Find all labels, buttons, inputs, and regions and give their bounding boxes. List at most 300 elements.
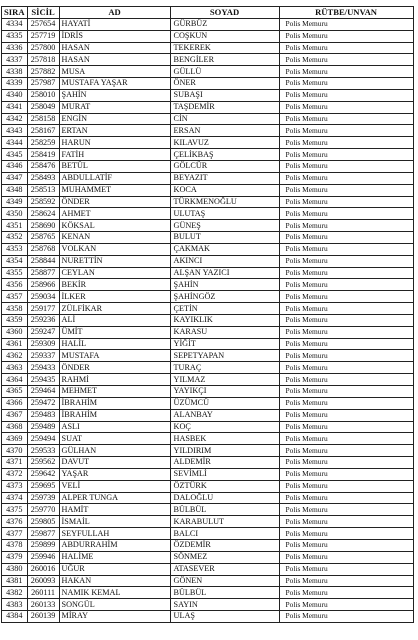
- cell-rutbe-unvan: Polis Memuru: [279, 362, 413, 374]
- table-row: [2, 528, 414, 540]
- cell-rutbe-unvan: Polis Memuru: [279, 468, 413, 480]
- cell-ad: İSMAİL: [59, 516, 170, 528]
- cell-rutbe-unvan: Polis Memuru: [279, 326, 413, 338]
- cell-ad: HARUN: [59, 137, 170, 149]
- cell-rutbe-unvan: Polis Memuru: [279, 42, 413, 54]
- cell-rutbe-unvan: Polis Memuru: [279, 89, 413, 101]
- cell-ad: NAMIK KEMAL: [59, 587, 170, 599]
- cell-sira: 4382: [2, 587, 28, 599]
- cell-rutbe-unvan: Polis Memuru: [279, 78, 413, 90]
- cell-ad: BETÜL: [59, 160, 170, 172]
- cell-rutbe-unvan: Polis Memuru: [279, 421, 413, 433]
- cell-sicil: 257719: [27, 30, 59, 42]
- cell-ad: MUSTAFA: [59, 350, 170, 362]
- table-row: [2, 279, 414, 291]
- cell-rutbe-unvan: Polis Memuru: [279, 30, 413, 42]
- cell-sira: 4345: [2, 149, 28, 161]
- cell-ad: KÖKSAL: [59, 220, 170, 232]
- cell-sira: 4358: [2, 303, 28, 315]
- cell-rutbe-unvan: Polis Memuru: [279, 291, 413, 303]
- table-row: [2, 386, 414, 398]
- cell-sicil: 259877: [27, 528, 59, 540]
- cell-sicil: 259236: [27, 314, 59, 326]
- cell-ad: ŞAHİN: [59, 89, 170, 101]
- cell-sira: 4335: [2, 30, 28, 42]
- table-row: [2, 421, 414, 433]
- cell-ad: SUAT: [59, 433, 170, 445]
- cell-rutbe-unvan: Polis Memuru: [279, 409, 413, 421]
- cell-sira: 4344: [2, 137, 28, 149]
- cell-ad: AHMET: [59, 208, 170, 220]
- table-row: [2, 18, 414, 30]
- cell-rutbe-unvan: Polis Memuru: [279, 457, 413, 469]
- cell-sicil: 259494: [27, 433, 59, 445]
- cell-sira: 4342: [2, 113, 28, 125]
- cell-sicil: 259433: [27, 362, 59, 374]
- cell-rutbe-unvan: Polis Memuru: [279, 172, 413, 184]
- cell-sicil: 257882: [27, 66, 59, 78]
- cell-soyad: ULUTAŞ: [170, 208, 279, 220]
- cell-ad: CEYLAN: [59, 267, 170, 279]
- table-row: [2, 255, 414, 267]
- cell-sira: 4371: [2, 457, 28, 469]
- cell-rutbe-unvan: Polis Memuru: [279, 220, 413, 232]
- cell-rutbe-unvan: Polis Memuru: [279, 208, 413, 220]
- cell-ad: HAKAN: [59, 575, 170, 587]
- cell-soyad: TEKEREK: [170, 42, 279, 54]
- table-row: [2, 172, 414, 184]
- cell-rutbe-unvan: Polis Memuru: [279, 125, 413, 137]
- header-sira: SIRA: [2, 7, 28, 19]
- cell-ad: ZÜLFİKAR: [59, 303, 170, 315]
- cell-sicil: 258768: [27, 243, 59, 255]
- cell-rutbe-unvan: Polis Memuru: [279, 149, 413, 161]
- cell-soyad: ŞAHİN: [170, 279, 279, 291]
- cell-rutbe-unvan: Polis Memuru: [279, 255, 413, 267]
- cell-sira: 4355: [2, 267, 28, 279]
- table-row: [2, 113, 414, 125]
- cell-sicil: 258592: [27, 196, 59, 208]
- cell-sicil: 258158: [27, 113, 59, 125]
- cell-sira: 4346: [2, 160, 28, 172]
- cell-rutbe-unvan: Polis Memuru: [279, 504, 413, 516]
- cell-sira: 4372: [2, 468, 28, 480]
- cell-sicil: 259899: [27, 539, 59, 551]
- cell-ad: UĞUR: [59, 563, 170, 575]
- cell-sira: 4362: [2, 350, 28, 362]
- cell-rutbe-unvan: Polis Memuru: [279, 184, 413, 196]
- cell-ad: ÖNDER: [59, 362, 170, 374]
- cell-ad: VOLKAN: [59, 243, 170, 255]
- table-row: [2, 445, 414, 457]
- cell-ad: ÖNDER: [59, 196, 170, 208]
- table-row: [2, 516, 414, 528]
- cell-sicil: 258010: [27, 89, 59, 101]
- cell-ad: ALİ: [59, 314, 170, 326]
- cell-ad: YAŞAR: [59, 468, 170, 480]
- cell-sicil: 258877: [27, 267, 59, 279]
- table-row: [2, 539, 414, 551]
- cell-ad: BEKİR: [59, 279, 170, 291]
- cell-sira: 4364: [2, 374, 28, 386]
- cell-soyad: GÖNEN: [170, 575, 279, 587]
- cell-rutbe-unvan: Polis Memuru: [279, 575, 413, 587]
- cell-ad: SONGÜL: [59, 599, 170, 611]
- header-sicil: SİCİL: [27, 7, 59, 19]
- cell-sicil: 258419: [27, 149, 59, 161]
- cell-rutbe-unvan: Polis Memuru: [279, 611, 413, 623]
- cell-rutbe-unvan: Polis Memuru: [279, 243, 413, 255]
- cell-ad: İBRAHİM: [59, 397, 170, 409]
- cell-sicil: 259533: [27, 445, 59, 457]
- table-row: [2, 137, 414, 149]
- table-row: [2, 54, 414, 66]
- cell-ad: GÜLHAN: [59, 445, 170, 457]
- cell-sicil: 258690: [27, 220, 59, 232]
- table-row: [2, 196, 414, 208]
- cell-ad: VELİ: [59, 480, 170, 492]
- table-row: [2, 78, 414, 90]
- cell-sicil: 258513: [27, 184, 59, 196]
- cell-ad: FATİH: [59, 149, 170, 161]
- cell-sira: 4380: [2, 563, 28, 575]
- cell-sira: 4383: [2, 599, 28, 611]
- cell-soyad: TÜRKMENOĞLU: [170, 196, 279, 208]
- cell-sicil: 259489: [27, 421, 59, 433]
- cell-ad: HAYATİ: [59, 18, 170, 30]
- table-row: [2, 599, 414, 611]
- table-row: [2, 184, 414, 196]
- cell-rutbe-unvan: Polis Memuru: [279, 516, 413, 528]
- cell-rutbe-unvan: Polis Memuru: [279, 232, 413, 244]
- cell-sicil: 258049: [27, 101, 59, 113]
- table-row: [2, 611, 414, 623]
- table-row: [2, 232, 414, 244]
- cell-rutbe-unvan: Polis Memuru: [279, 267, 413, 279]
- cell-sira: 4349: [2, 196, 28, 208]
- cell-sira: 4354: [2, 255, 28, 267]
- cell-soyad: KILAVUZ: [170, 137, 279, 149]
- cell-sira: 4373: [2, 480, 28, 492]
- cell-sira: 4339: [2, 78, 28, 90]
- cell-soyad: TURAÇ: [170, 362, 279, 374]
- cell-soyad: ULAŞ: [170, 611, 279, 623]
- cell-rutbe-unvan: Polis Memuru: [279, 196, 413, 208]
- cell-soyad: ÇELİKBAŞ: [170, 149, 279, 161]
- cell-sicil: 259483: [27, 409, 59, 421]
- table-row: [2, 220, 414, 232]
- table-row: [2, 397, 414, 409]
- cell-sicil: 260111: [27, 587, 59, 599]
- cell-sira: 4351: [2, 220, 28, 232]
- cell-ad: NURETTİN: [59, 255, 170, 267]
- table-row: [2, 303, 414, 315]
- cell-sira: 4370: [2, 445, 28, 457]
- cell-sicil: 259562: [27, 457, 59, 469]
- cell-soyad: GÜNEŞ: [170, 220, 279, 232]
- cell-sicil: 258765: [27, 232, 59, 244]
- cell-sira: 4336: [2, 42, 28, 54]
- table-row: [2, 101, 414, 113]
- cell-soyad: TAŞDEMİR: [170, 101, 279, 113]
- cell-sicil: 258966: [27, 279, 59, 291]
- cell-sicil: 259337: [27, 350, 59, 362]
- cell-rutbe-unvan: Polis Memuru: [279, 279, 413, 291]
- header-soyad: SOYAD: [170, 7, 279, 19]
- cell-sira: 4365: [2, 386, 28, 398]
- cell-ad: MUSA: [59, 66, 170, 78]
- table-row: [2, 563, 414, 575]
- cell-ad: ÜMİT: [59, 326, 170, 338]
- cell-rutbe-unvan: Polis Memuru: [279, 551, 413, 563]
- cell-rutbe-unvan: Polis Memuru: [279, 374, 413, 386]
- cell-sicil: 257800: [27, 42, 59, 54]
- cell-rutbe-unvan: Polis Memuru: [279, 314, 413, 326]
- cell-sira: 4369: [2, 433, 28, 445]
- cell-soyad: ALŞAN YAZICI: [170, 267, 279, 279]
- cell-soyad: ÖZDEMİR: [170, 539, 279, 551]
- table-row: [2, 125, 414, 137]
- cell-ad: ERTAN: [59, 125, 170, 137]
- cell-soyad: KOÇ: [170, 421, 279, 433]
- cell-soyad: YILMAZ: [170, 374, 279, 386]
- cell-sicil: 257818: [27, 54, 59, 66]
- cell-ad: MUSTAFA YAŞAR: [59, 78, 170, 90]
- table-row: [2, 30, 414, 42]
- cell-rutbe-unvan: Polis Memuru: [279, 54, 413, 66]
- cell-sira: 4337: [2, 54, 28, 66]
- cell-rutbe-unvan: Polis Memuru: [279, 160, 413, 172]
- cell-rutbe-unvan: Polis Memuru: [279, 539, 413, 551]
- cell-rutbe-unvan: Polis Memuru: [279, 433, 413, 445]
- cell-ad: İDRİS: [59, 30, 170, 42]
- cell-sira: 4356: [2, 279, 28, 291]
- cell-sicil: 257654: [27, 18, 59, 30]
- cell-sicil: 258493: [27, 172, 59, 184]
- cell-rutbe-unvan: Polis Memuru: [279, 101, 413, 113]
- cell-sicil: 260093: [27, 575, 59, 587]
- cell-rutbe-unvan: Polis Memuru: [279, 563, 413, 575]
- cell-sicil: 259472: [27, 397, 59, 409]
- cell-sicil: 259464: [27, 386, 59, 398]
- table-row: [2, 362, 414, 374]
- cell-sira: 4359: [2, 314, 28, 326]
- cell-ad: KENAN: [59, 232, 170, 244]
- cell-soyad: AKINCI: [170, 255, 279, 267]
- cell-sicil: 259770: [27, 504, 59, 516]
- cell-soyad: SÖNMEZ: [170, 551, 279, 563]
- cell-ad: HALİL: [59, 338, 170, 350]
- cell-ad: MİRAY: [59, 611, 170, 623]
- cell-ad: MEHMET: [59, 386, 170, 398]
- table-row: [2, 267, 414, 279]
- cell-soyad: YİĞİT: [170, 338, 279, 350]
- cell-sira: 4350: [2, 208, 28, 220]
- cell-sicil: 259034: [27, 291, 59, 303]
- cell-ad: MUHAMMET: [59, 184, 170, 196]
- cell-soyad: BÜLBÜL: [170, 587, 279, 599]
- cell-sira: 4363: [2, 362, 28, 374]
- cell-soyad: ALANBAY: [170, 409, 279, 421]
- table-row: [2, 504, 414, 516]
- cell-ad: ENGİN: [59, 113, 170, 125]
- cell-soyad: ŞAHİNGÖZ: [170, 291, 279, 303]
- table-row: [2, 350, 414, 362]
- cell-ad: HALİME: [59, 551, 170, 563]
- cell-sicil: 260016: [27, 563, 59, 575]
- cell-sicil: 260139: [27, 611, 59, 623]
- cell-sira: 4357: [2, 291, 28, 303]
- cell-sira: 4376: [2, 516, 28, 528]
- personnel-table: [1, 6, 414, 623]
- cell-soyad: SEVİMLİ: [170, 468, 279, 480]
- cell-ad: DAVUT: [59, 457, 170, 469]
- cell-soyad: ÇAKMAK: [170, 243, 279, 255]
- cell-sicil: 259695: [27, 480, 59, 492]
- cell-soyad: ATASEVER: [170, 563, 279, 575]
- cell-sira: 4361: [2, 338, 28, 350]
- header-ad: AD: [59, 7, 170, 19]
- cell-sira: 4340: [2, 89, 28, 101]
- cell-sicil: 259309: [27, 338, 59, 350]
- cell-sicil: 259177: [27, 303, 59, 315]
- cell-sicil: 257987: [27, 78, 59, 90]
- cell-soyad: COŞKUN: [170, 30, 279, 42]
- cell-soyad: ÇETİN: [170, 303, 279, 315]
- cell-ad: MURAT: [59, 101, 170, 113]
- cell-soyad: GÜRBÜZ: [170, 18, 279, 30]
- cell-rutbe-unvan: Polis Memuru: [279, 587, 413, 599]
- cell-sicil: 258624: [27, 208, 59, 220]
- cell-rutbe-unvan: Polis Memuru: [279, 18, 413, 30]
- cell-sira: 4360: [2, 326, 28, 338]
- cell-sicil: 259946: [27, 551, 59, 563]
- cell-sicil: 259739: [27, 492, 59, 504]
- table-row: [2, 374, 414, 386]
- table-row: [2, 457, 414, 469]
- table-row: [2, 243, 414, 255]
- cell-sicil: 258259: [27, 137, 59, 149]
- cell-sicil: 258476: [27, 160, 59, 172]
- cell-soyad: BALCI: [170, 528, 279, 540]
- cell-soyad: ÜZÜMCÜ: [170, 397, 279, 409]
- cell-soyad: KOCA: [170, 184, 279, 196]
- cell-rutbe-unvan: Polis Memuru: [279, 303, 413, 315]
- table-row: [2, 326, 414, 338]
- cell-sicil: 260133: [27, 599, 59, 611]
- table-row: [2, 89, 414, 101]
- cell-sira: 4341: [2, 101, 28, 113]
- cell-soyad: BENGİLER: [170, 54, 279, 66]
- cell-sira: 4338: [2, 66, 28, 78]
- cell-sira: 4343: [2, 125, 28, 137]
- table-row: [2, 149, 414, 161]
- cell-ad: İBRAHİM: [59, 409, 170, 421]
- cell-rutbe-unvan: Polis Memuru: [279, 599, 413, 611]
- cell-sira: 4348: [2, 184, 28, 196]
- cell-ad: ALPER TUNGA: [59, 492, 170, 504]
- table-row: [2, 492, 414, 504]
- cell-sicil: 259642: [27, 468, 59, 480]
- cell-soyad: SUBAŞI: [170, 89, 279, 101]
- cell-soyad: YAYIKÇI: [170, 386, 279, 398]
- cell-sira: 4347: [2, 172, 28, 184]
- table-row: [2, 160, 414, 172]
- cell-rutbe-unvan: Polis Memuru: [279, 397, 413, 409]
- cell-sira: 4374: [2, 492, 28, 504]
- cell-ad: ASLI: [59, 421, 170, 433]
- header-rutbe-unvan: RÜTBE/UNVAN: [279, 7, 413, 19]
- cell-sira: 4353: [2, 243, 28, 255]
- cell-soyad: GÖLCÜR: [170, 160, 279, 172]
- cell-ad: HAMİT: [59, 504, 170, 516]
- cell-soyad: GÜLLÜ: [170, 66, 279, 78]
- cell-soyad: BULUT: [170, 232, 279, 244]
- cell-soyad: CİN: [170, 113, 279, 125]
- cell-ad: HASAN: [59, 42, 170, 54]
- table-row: [2, 208, 414, 220]
- table-row: [2, 468, 414, 480]
- cell-ad: RAHMİ: [59, 374, 170, 386]
- table-row: [2, 480, 414, 492]
- cell-soyad: KAYIKLIK: [170, 314, 279, 326]
- cell-sira: 4379: [2, 551, 28, 563]
- cell-soyad: KARASU: [170, 326, 279, 338]
- cell-rutbe-unvan: Polis Memuru: [279, 137, 413, 149]
- table-row: [2, 338, 414, 350]
- table-body: [2, 18, 414, 622]
- cell-sira: 4384: [2, 611, 28, 623]
- cell-rutbe-unvan: Polis Memuru: [279, 350, 413, 362]
- cell-rutbe-unvan: Polis Memuru: [279, 113, 413, 125]
- cell-sira: 4377: [2, 528, 28, 540]
- cell-sira: 4368: [2, 421, 28, 433]
- cell-sira: 4334: [2, 18, 28, 30]
- cell-ad: İLKER: [59, 291, 170, 303]
- cell-sira: 4375: [2, 504, 28, 516]
- table-row: [2, 551, 414, 563]
- cell-ad: HASAN: [59, 54, 170, 66]
- cell-sicil: 258844: [27, 255, 59, 267]
- cell-rutbe-unvan: Polis Memuru: [279, 480, 413, 492]
- cell-sira: 4381: [2, 575, 28, 587]
- cell-rutbe-unvan: Polis Memuru: [279, 66, 413, 78]
- table-row: [2, 42, 414, 54]
- cell-soyad: ÖNER: [170, 78, 279, 90]
- table-row: [2, 587, 414, 599]
- table-header-row: [2, 7, 414, 19]
- cell-soyad: SEPETYAPAN: [170, 350, 279, 362]
- cell-sicil: 258167: [27, 125, 59, 137]
- cell-sicil: 259435: [27, 374, 59, 386]
- cell-sira: 4378: [2, 539, 28, 551]
- cell-soyad: BÜLBÜL: [170, 504, 279, 516]
- cell-soyad: ÖZTÜRK: [170, 480, 279, 492]
- personnel-list-sheet: [1, 6, 414, 623]
- cell-rutbe-unvan: Polis Memuru: [279, 528, 413, 540]
- table-row: [2, 314, 414, 326]
- cell-rutbe-unvan: Polis Memuru: [279, 492, 413, 504]
- cell-ad: ABDURRAHİM: [59, 539, 170, 551]
- table-row: [2, 409, 414, 421]
- cell-soyad: ALDEMİR: [170, 457, 279, 469]
- cell-soyad: BEYAZIT: [170, 172, 279, 184]
- cell-soyad: DALOĞLU: [170, 492, 279, 504]
- table-row: [2, 433, 414, 445]
- table-row: [2, 575, 414, 587]
- cell-sira: 4367: [2, 409, 28, 421]
- cell-ad: SEYFULLAH: [59, 528, 170, 540]
